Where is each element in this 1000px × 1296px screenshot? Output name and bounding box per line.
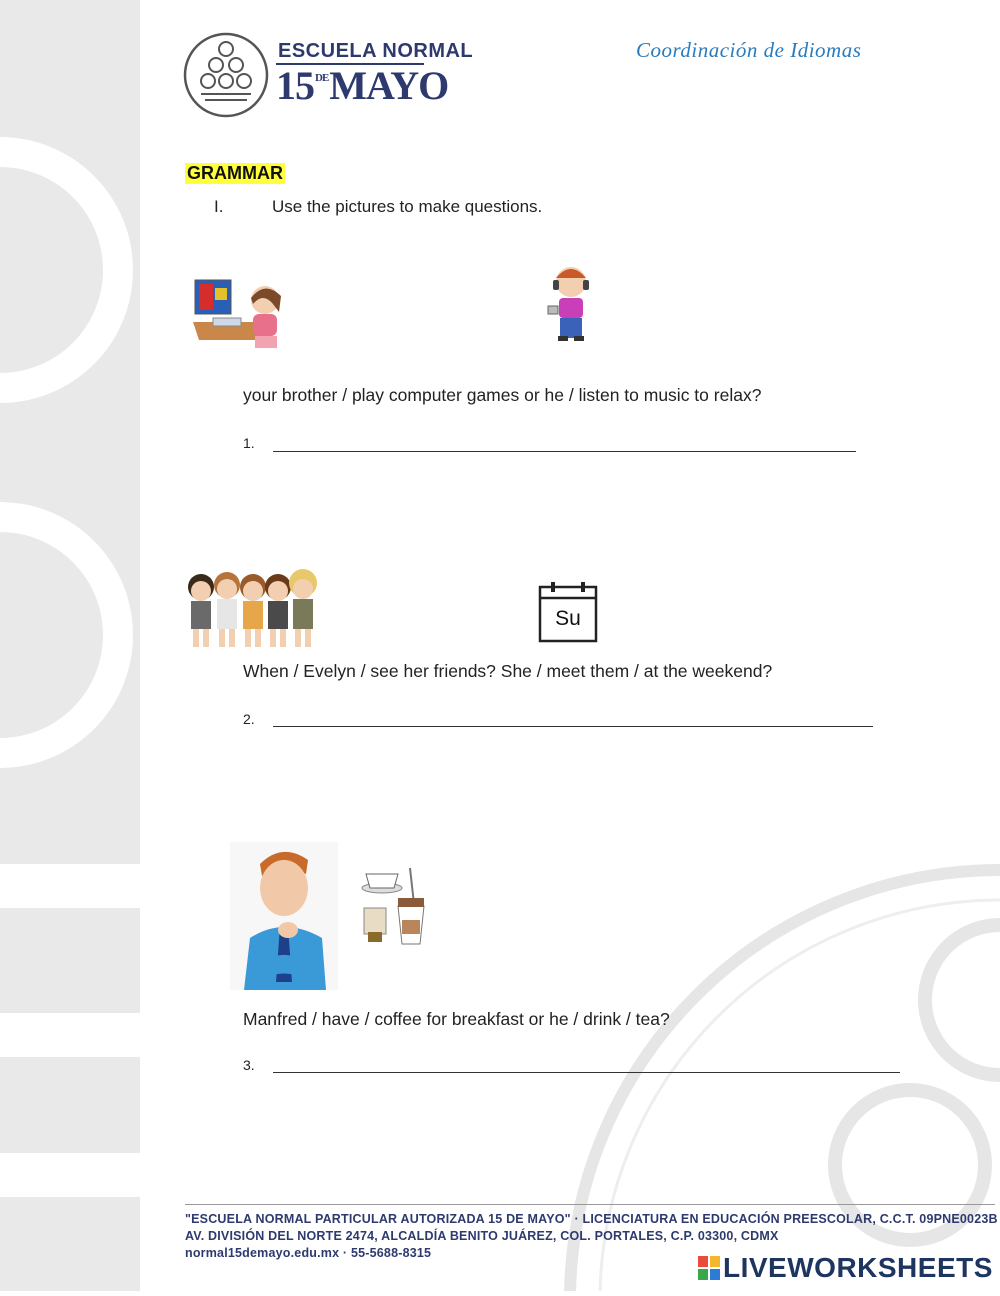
group-of-friends-illustration [183,567,321,651]
footer-divider [185,1204,995,1205]
answer-number-2: 2. [243,711,255,727]
logo-de: DE [315,72,329,84]
logo-emblem [183,32,269,118]
logo-mayo: MAYO [329,63,449,108]
coffee-and-tea-illustration [360,864,432,948]
sidebar-arcs [0,0,140,1291]
boy-with-headphones-illustration [544,262,594,342]
footer-line-3[interactable]: normal15demayo.edu.mx · 55-5688-8315 [185,1246,432,1260]
computer-girl-illustration [193,278,285,352]
answer-line-1[interactable] [273,451,856,452]
footer-line-2: AV. DIVISIÓN DEL NORTE 2474, ALCALDÍA BENITO JUÁREZ, COL. PORTALES, C.P. 03300, CDMX [185,1229,779,1243]
liveworksheets-logo[interactable] [698,1252,993,1284]
thinking-man-illustration [230,842,338,990]
school-name-line1: ESCUELA NORMAL [278,40,474,62]
coordination-title: Coordinación de Idiomas [636,38,862,62]
liveworksheets-wordmark: LIVEWORKSHEETS [723,1252,993,1283]
calendar-day-label: Su [555,607,581,630]
exercise-prompt-3: Manfred / have / coffee for breakfast or he / drink / tea? [243,1009,670,1029]
answer-line-2[interactable] [273,726,873,727]
school-name-line2 [276,62,448,109]
calendar-icon [538,581,598,643]
section-heading: GRAMMAR [187,163,283,183]
exercise-prompt-2: When / Evelyn / see her friends? She / meet them / at the weekend? [243,661,773,681]
exercise-prompt-1: your brother / play computer games or he / listen to music to relax? [243,385,762,405]
instruction-text: Use the pictures to make questions. [272,197,543,216]
answer-line-3[interactable] [273,1072,900,1073]
instruction-number: I. [214,197,224,216]
answer-number-1: 1. [243,435,255,451]
school-logo [183,32,269,123]
logo-number: 15 [276,63,314,108]
footer-line-1: "ESCUELA NORMAL PARTICULAR AUTORIZADA 15 DE MAYO" · LICENCIATURA EN EDUCACIÓN PREESCOLAR, C.C.T. 09PNE0023B [185,1212,998,1226]
liveworksheets-icon [698,1256,720,1280]
decorative-sidebar [0,0,140,1291]
answer-number-3: 3. [243,1057,255,1073]
